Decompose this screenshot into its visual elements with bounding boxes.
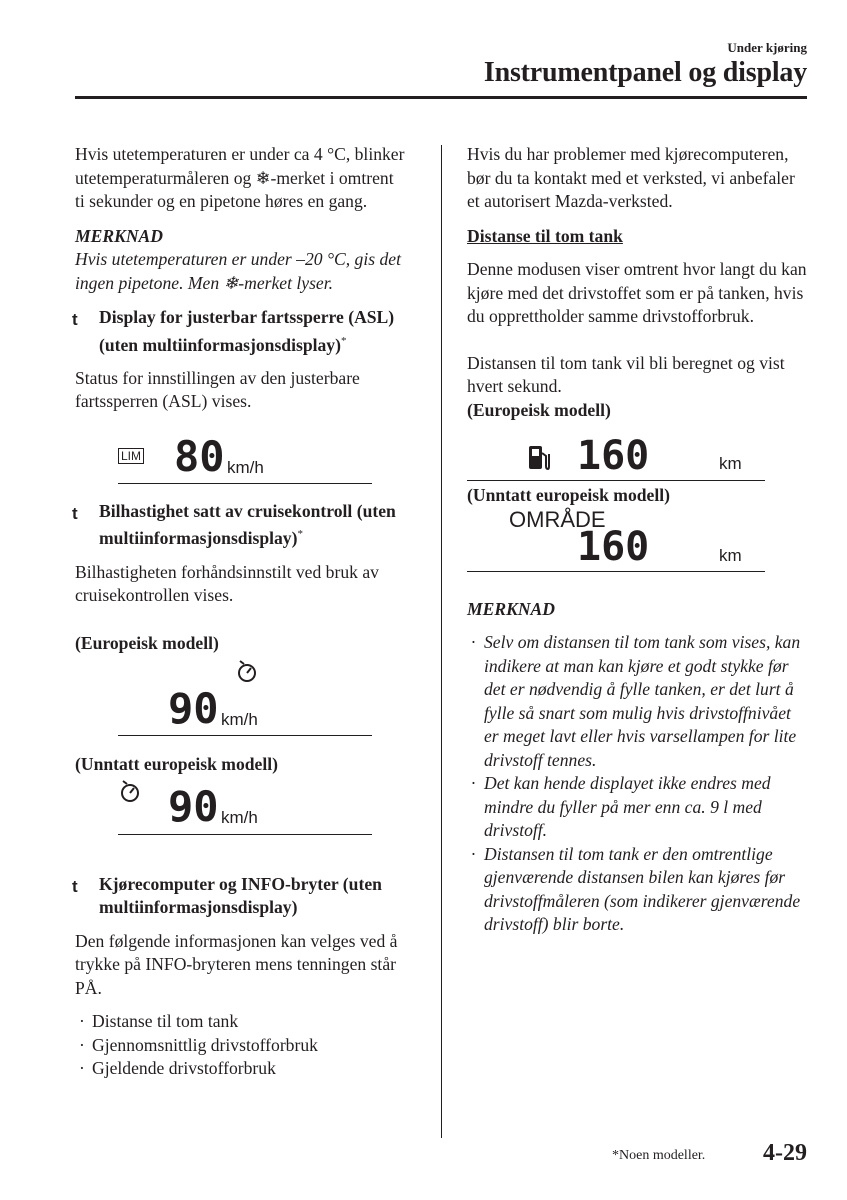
page-title: Instrumentpanel og display bbox=[483, 57, 807, 88]
display-rule bbox=[467, 480, 765, 481]
cruise-display-eu bbox=[75, 655, 405, 743]
display-rule bbox=[467, 571, 765, 572]
trip-list bbox=[75, 1010, 405, 1081]
column-divider bbox=[441, 145, 442, 1138]
merknad-title: MERKNAD bbox=[75, 225, 163, 246]
merknad-title-right: MERKNAD bbox=[467, 598, 555, 619]
list-item: · Gjeldende drivstofforbruk bbox=[79, 1058, 276, 1079]
merknad-list bbox=[467, 631, 809, 937]
speed-unit: km/h bbox=[221, 807, 258, 827]
section-label: Under kjøring bbox=[727, 40, 807, 55]
distance-readout: 160 bbox=[577, 433, 650, 479]
distance-unit: km bbox=[719, 454, 742, 473]
right-column bbox=[467, 143, 809, 937]
dte-text-1: Denne modusen viser omtrent hvor langt du kan kjøre med det drivstoffet som er på tanken, hvis du opprettholder samme drivstofforbruk. bbox=[467, 259, 807, 326]
dte-display-non-eu bbox=[467, 508, 809, 598]
trip-text: Den følgende informasjonen kan velges ved å trykke på INFO-bryteren mens tenningen står PÅ. bbox=[75, 930, 398, 998]
dte-display-eu bbox=[467, 422, 809, 504]
lim-badge: LIM bbox=[118, 448, 144, 464]
asl-heading bbox=[72, 306, 405, 357]
cruise-text: Bilhastigheten forhåndsinnstilt ved bruk av cruisekontrollen vises. bbox=[75, 561, 379, 606]
eu-label-right: (Europeisk modell) bbox=[467, 399, 611, 420]
speed-readout: 90 bbox=[168, 781, 219, 831]
speed-unit: km/h bbox=[221, 710, 258, 730]
header-rule bbox=[75, 96, 807, 99]
trip-heading bbox=[72, 873, 405, 920]
list-item: · Gjennomsnittlig drivstofforbruk bbox=[79, 1034, 318, 1055]
dte-heading: Distanse til tom tank bbox=[467, 225, 623, 246]
speed-readout: 80 bbox=[174, 431, 225, 481]
list-item: · Distanse til tom tank bbox=[79, 1011, 239, 1032]
speed-readout: 90 bbox=[168, 684, 219, 734]
list-item: · Selv om distansen til tom tank som vises, kan indikere at man kan kjøre et godt stykke før det er nødvendig å fylle tanken, er det lurt å fylle så snart som mulig hvis drivstoffnivået er meget lavt eller hvis varsellampen for lite drivstoff tennes. bbox=[471, 632, 801, 770]
fuel-pump-icon bbox=[527, 444, 551, 472]
footnote: *Noen modeller. bbox=[612, 1148, 706, 1163]
distance-unit: km bbox=[719, 545, 742, 565]
cruise-heading bbox=[72, 500, 405, 551]
list-item: · Det kan hende displayet ikke endres med mindre du fyller på mer enn ca. 9 l med drivstoff. bbox=[471, 773, 771, 840]
intro-paragraph: Hvis utetemperaturen er under ca 4 °C, blinker utetemperaturmåleren og ❄-merket i omtrent ti sekunder og en pipetone høres en gang. bbox=[75, 144, 405, 211]
non-eu-label-right: (Unntatt europeisk modell) bbox=[467, 485, 670, 505]
asl-heading-text: Display for justerbar fartssperre (ASL) (uten multiinformasjonsdisplay) bbox=[99, 307, 395, 355]
t-bullet-icon: t bbox=[72, 310, 78, 329]
display-rule bbox=[118, 483, 372, 484]
speed-unit: km/h bbox=[227, 457, 264, 477]
problem-text: Hvis du har problemer med kjørecomputeren, bør du ta kontakt med et verksted, vi anbefaler et autorisert Mazda-verksted. bbox=[467, 144, 795, 211]
cruise-display-non-eu bbox=[75, 777, 405, 847]
left-column bbox=[72, 143, 405, 1081]
asl-text: Status for innstillingen av den justerbare fartssperren (ASL) vises. bbox=[75, 367, 360, 412]
distance-readout: 160 bbox=[577, 523, 650, 570]
trip-heading-text: Kjørecomputer og INFO-bryter (uten multiinformasjonsdisplay) bbox=[99, 873, 382, 918]
merknad-text: Hvis utetemperaturen er under –20 °C, gis det ingen pipetone. Men ❄-merket lyser. bbox=[75, 249, 401, 293]
footnote-star: * bbox=[340, 334, 347, 347]
cruise-control-icon bbox=[235, 657, 261, 685]
t-bullet-icon: t bbox=[72, 876, 78, 896]
footnote-star: * bbox=[297, 528, 303, 541]
t-bullet-icon: t bbox=[72, 503, 78, 523]
range-label: OMRÅDE bbox=[509, 506, 606, 532]
list-item: · Distansen til tom tank er den omtrentlige gjenværende distansen bilen kan kjøres før drivstoffmåleren (som indikerer gjenværende drivstoff) blir borte. bbox=[471, 843, 801, 934]
display-rule bbox=[118, 834, 372, 835]
dte-text-2: Distansen til tom tank vil bli beregnet og vist hvert sekund. bbox=[467, 352, 785, 396]
cruise-heading-text: Bilhastighet satt av cruisekontroll (uten multiinformasjonsdisplay) bbox=[99, 500, 396, 549]
cruise-control-icon bbox=[118, 777, 144, 805]
eu-label-left: (Europeisk modell) bbox=[75, 632, 219, 653]
non-eu-label-left: (Unntatt europeisk modell) bbox=[75, 754, 278, 775]
page-number: 4-29 bbox=[763, 1140, 807, 1166]
display-rule bbox=[118, 735, 372, 736]
